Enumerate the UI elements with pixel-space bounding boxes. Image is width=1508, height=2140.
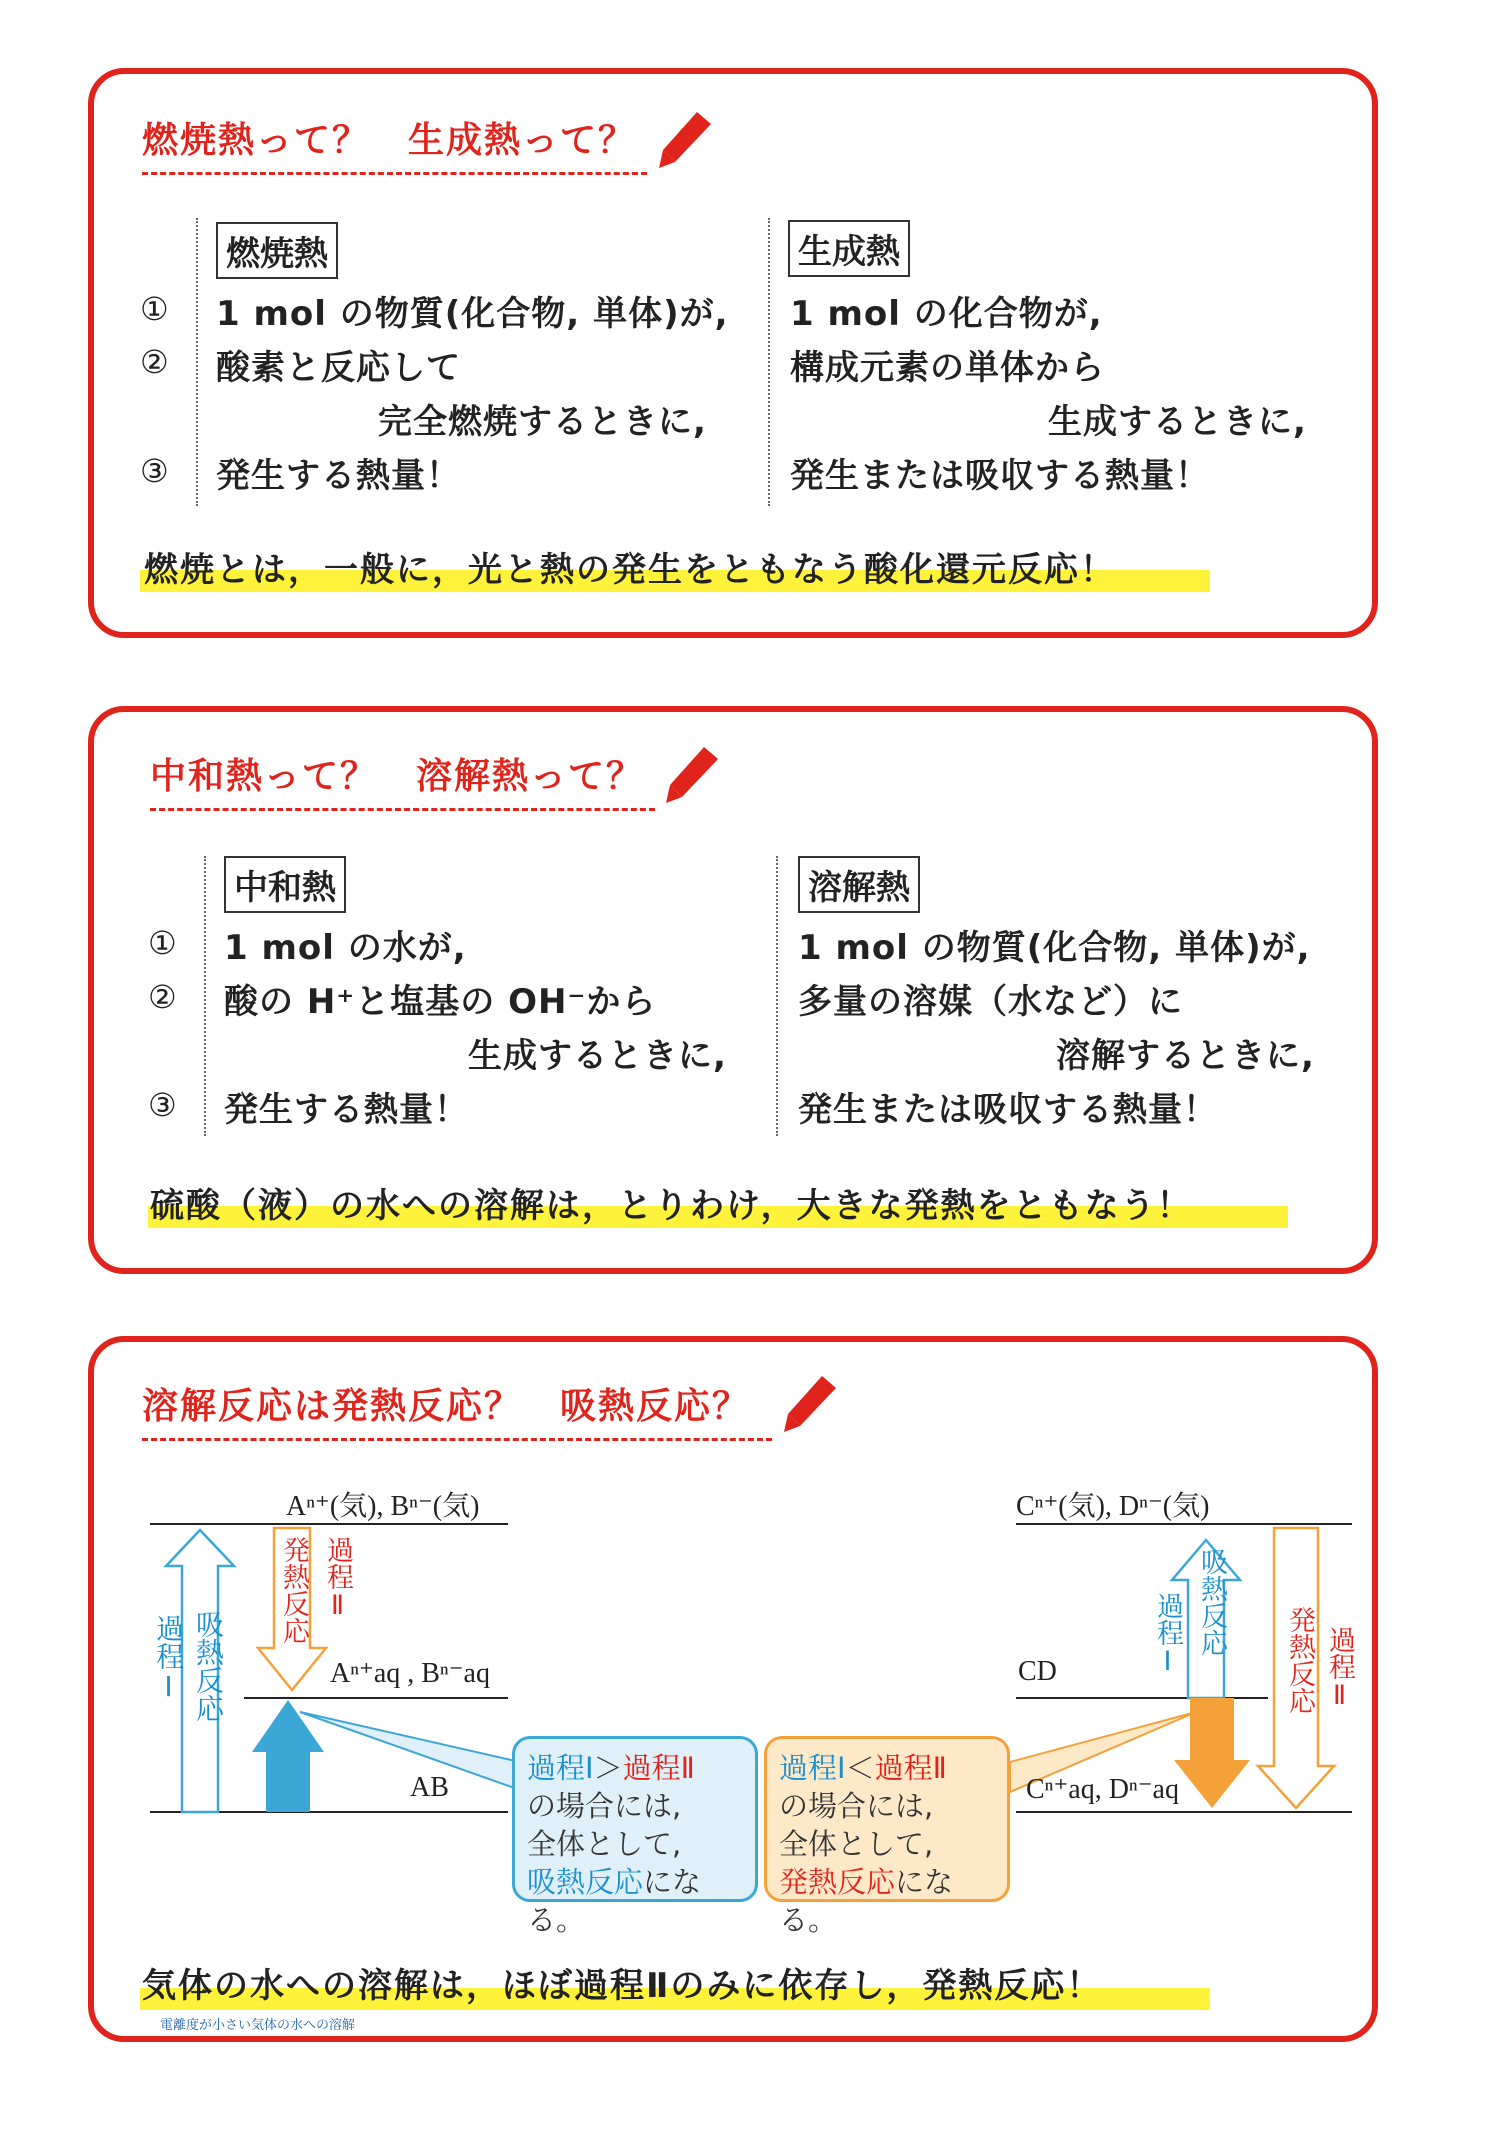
box1-summary: 燃焼とは，一般に，光と熱の発生をともなう酸化還元反応！	[144, 550, 1116, 590]
formation-line-1: 1 mol の化合物が,	[790, 294, 1103, 334]
dissolution-line-4: 発生または吸収する熱量！	[798, 1090, 1218, 1130]
left-absorb-label: 吸熱反応	[192, 1610, 225, 1722]
box3-summary: 気体の水への溶解は，ほぼ過程Ⅱのみに依存し，発熱反応！	[142, 1966, 1103, 2006]
neutralization-heat-label: 中和熱	[224, 856, 346, 913]
callout-left-result: 吸熱反応	[527, 1865, 644, 1899]
box3-note: 電離度が小さい気体の水への溶解	[160, 2018, 356, 2033]
formation-line-3: 生成するときに,	[1048, 402, 1307, 442]
left-bottom-label: AB	[410, 1772, 449, 1803]
box2-summary: 硫酸（液）の水への溶解は，とりわけ，大きな発熱をともなう！	[150, 1186, 1193, 1226]
callout-right-p1: 過程Ⅰ	[779, 1751, 846, 1785]
neutralization-line-2: 酸の H⁺と塩基の OH⁻から	[224, 982, 657, 1022]
callout-right-line3: 全体として,	[779, 1827, 934, 1861]
right-bottom-label: Cⁿ⁺aq, Dⁿ⁻aq	[1026, 1774, 1179, 1805]
combustion-line-1: 1 mol の物質(化合物, 単体)が,	[216, 294, 729, 334]
callout-left-p1: 過程Ⅰ	[527, 1751, 594, 1785]
number-2: ②	[140, 343, 169, 381]
callout-left-line2: の場合には,	[527, 1789, 682, 1823]
combustion-line-2: 酸素と反応して	[216, 348, 461, 388]
left-top-label: Aⁿ⁺(気), Bⁿ⁻(気)	[286, 1491, 480, 1522]
callout-left-p2: 過程Ⅱ	[622, 1751, 695, 1785]
right-absorb-label: 吸熱反応	[1196, 1548, 1227, 1656]
callout-left-tail: になる。	[527, 1865, 702, 1937]
left-mid-label: Aⁿ⁺aq , Bⁿ⁻aq	[330, 1658, 490, 1689]
dissolution-heat-label: 溶解熱	[798, 856, 920, 913]
formation-heat-label: 生成熱	[788, 220, 910, 277]
callout-left-op: ＞	[593, 1751, 623, 1785]
box2-title: 中和熱って？ 溶解熱って？	[150, 756, 645, 797]
left-emit-label: 発熱反応	[278, 1536, 309, 1644]
neutralization-line-1: 1 mol の水が,	[224, 928, 467, 968]
dissolution-line-1: 1 mol の物質(化合物, 単体)が,	[798, 928, 1311, 968]
formation-line-2: 構成元素の単体から	[790, 348, 1105, 388]
left-process2-label: 過程Ⅱ	[322, 1536, 353, 1621]
right-callout	[764, 1736, 1010, 1937]
callout-right-op: ＜	[845, 1751, 875, 1785]
dissolution-line-2: 多量の溶媒（水など）に	[798, 982, 1183, 1022]
combustion-line-4: 発生する熱量！	[216, 456, 461, 496]
callout-left-line3: 全体として,	[527, 1827, 682, 1861]
callout-right-tail: になる。	[779, 1865, 954, 1937]
right-emit-label: 発熱反応	[1284, 1606, 1315, 1714]
dissolution-line-3: 溶解するときに,	[1056, 1036, 1315, 1076]
box3-title: 溶解反応は発熱反応？ 吸熱反応？	[142, 1386, 751, 1427]
left-callout	[512, 1736, 758, 1937]
callout-right-result: 発熱反応	[779, 1865, 896, 1899]
right-process1-label: 過程Ⅰ	[1152, 1592, 1183, 1677]
number-2: ②	[148, 978, 177, 1016]
callout-right-line2: の場合には,	[779, 1789, 934, 1823]
right-process2-label: 過程Ⅱ	[1324, 1626, 1355, 1711]
neutralization-line-4: 発生する熱量！	[224, 1090, 469, 1130]
right-mid-label: CD	[1018, 1656, 1057, 1687]
formation-line-4: 発生または吸収する熱量！	[790, 456, 1210, 496]
number-1: ①	[140, 290, 169, 328]
right-top-label: Cⁿ⁺(気), Dⁿ⁻(気)	[1016, 1491, 1210, 1522]
left-process1-label: 過程Ⅰ	[152, 1614, 185, 1703]
neutralization-line-3: 生成するときに,	[468, 1036, 727, 1076]
number-3: ③	[148, 1086, 177, 1124]
combustion-line-3: 完全燃焼するときに,	[378, 402, 707, 442]
number-1: ①	[148, 924, 177, 962]
number-3: ③	[140, 452, 169, 490]
combustion-heat-label: 燃焼熱	[216, 222, 338, 279]
callout-right-p2: 過程Ⅱ	[874, 1751, 947, 1785]
box1-title: 燃焼熱って？ 生成熱って？	[142, 120, 637, 161]
